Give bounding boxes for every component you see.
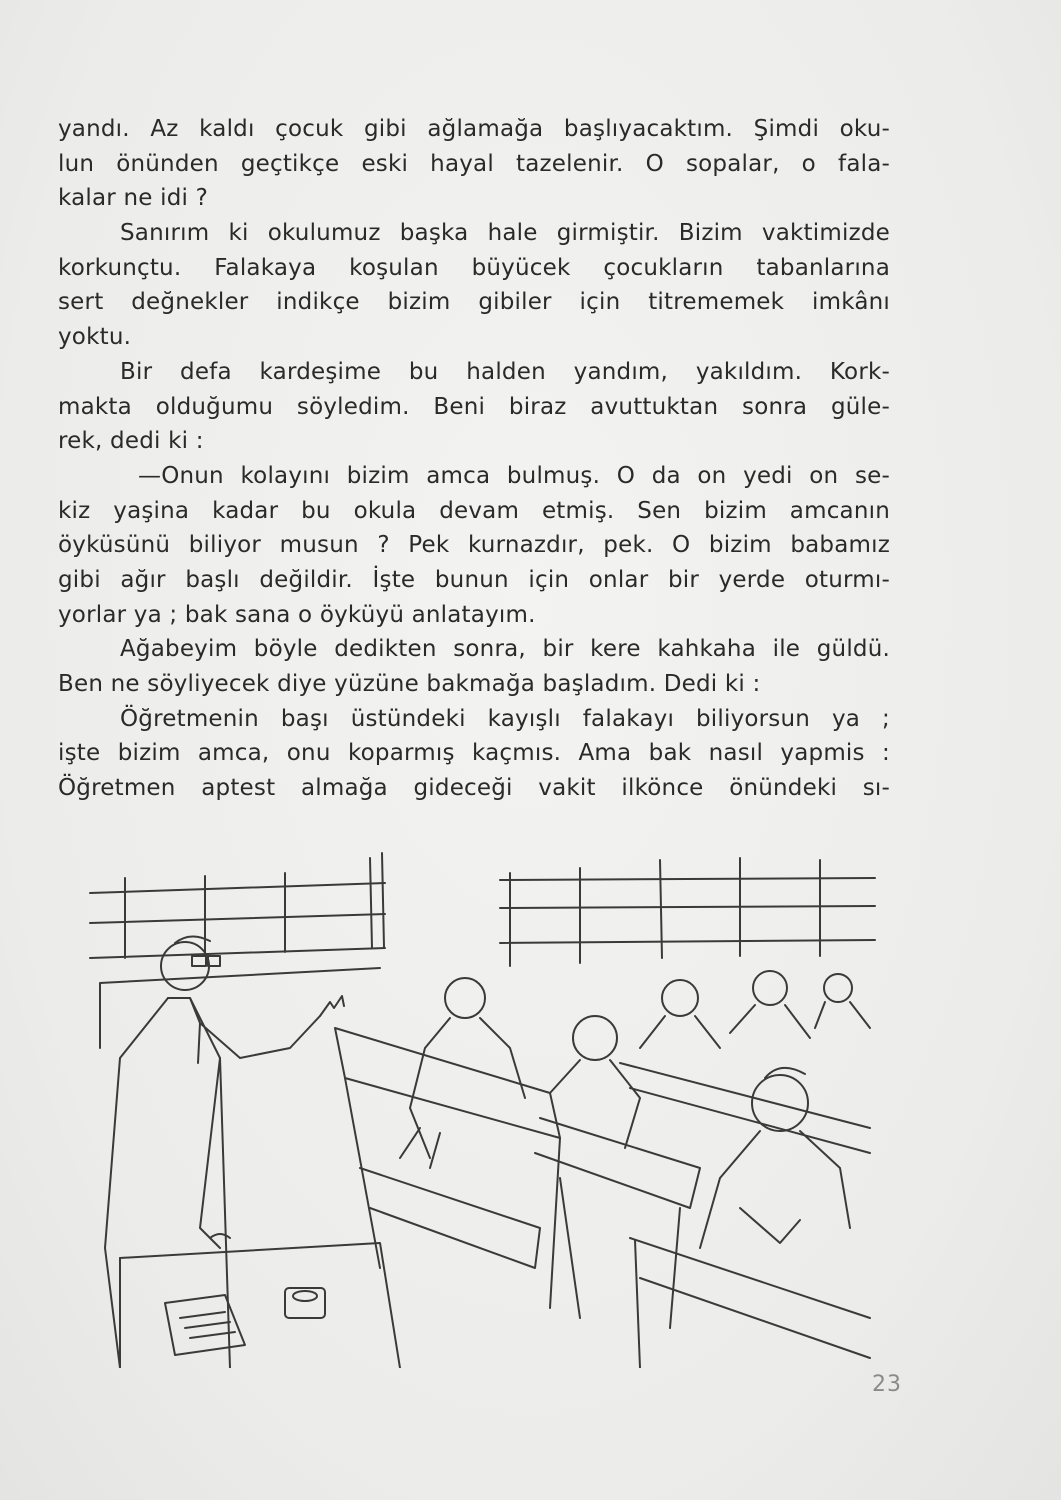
text-line: korkunçtu. Falakaya koşulan büyücek çocukların tabanlarına — [58, 254, 890, 281]
text-line: kiz yaşina kadar bu okula devam etmiş. Sen bizim amcanın — [58, 497, 890, 524]
text-line: Sanırım ki okulumuz başka hale girmiştir. Bizim vaktimizde — [120, 220, 890, 247]
text-line: yoktu. — [58, 324, 132, 351]
left-window — [90, 853, 385, 1048]
writing-student — [630, 1068, 870, 1368]
text-line: kalar ne idi ? — [58, 185, 208, 212]
front-bench — [335, 978, 560, 1308]
text-line: işte bizim amca, onu koparmış kaçmıs. Ama bak nasıl yapmis : — [58, 740, 890, 767]
text-line: makta olduğumu söyledim. Beni biraz avuttuktan sonra güle- — [58, 393, 890, 420]
classroom-illustration — [80, 848, 880, 1368]
text-line: Ben ne söyliyecek diye yüzüne bakmağa başladım. Dedi ki : — [58, 671, 761, 697]
text-line: yandı. Az kaldı çocuk gibi ağlamağa başlıyacaktım. Şimdi oku- — [58, 116, 890, 142]
text-line: lun önünden geçtikçe eski hayal tazelenir. O sopalar, o fala- — [58, 150, 890, 177]
text-line: —Onun kolayını bizim amca bulmuş. O da on yedi on se- — [138, 462, 890, 489]
teacher-desk — [120, 1243, 400, 1368]
middle-student — [535, 1016, 700, 1328]
text-line: öyküsünü biliyor musun ? Pek kurnazdır, pek. O bizim babamız — [58, 532, 890, 559]
text-line: Ağabeyim böyle dedikten sonra, bir kere kahkaha ile güldü. — [120, 636, 890, 663]
text-line: Öğretmenin başı üstündeki kayışlı falakayı biliyorsun ya ; — [120, 705, 890, 732]
text-line: Bir defa kardeşime bu halden yandım, yakıldım. Kork- — [120, 358, 890, 385]
right-window — [500, 858, 875, 966]
body-text — [58, 112, 890, 806]
back-students — [620, 971, 870, 1153]
text-line: rek, dedi ki : — [58, 428, 204, 455]
text-line: gibi ağır başlı değildir. İşte bunun için onlar bir yerde oturmı- — [58, 566, 890, 593]
text-line: sert değnekler indikçe bizim gibiler için titrememek imkânı — [58, 289, 890, 316]
teacher-figure — [105, 936, 344, 1368]
text-line: Öğretmen aptest almağa gideceği vakit ilkönce önündeki sı- — [58, 775, 890, 802]
text-line: yorlar ya ; bak sana o öyküyü anlatayım. — [58, 601, 536, 628]
page-number: 23 — [872, 1372, 902, 1397]
